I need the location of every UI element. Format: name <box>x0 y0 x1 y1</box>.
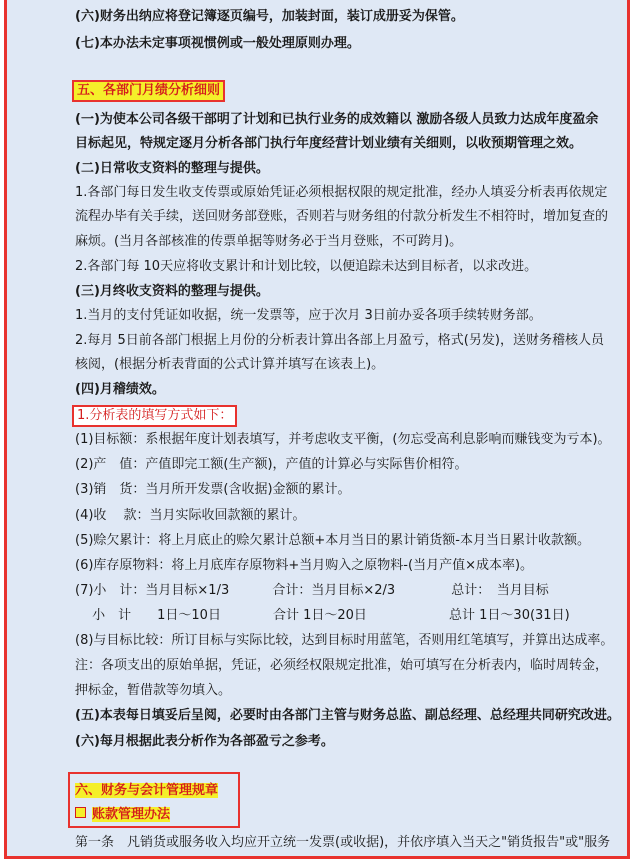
text-line: 押标金，暂借款等勿填入。 <box>75 683 232 698</box>
text-line: (4)收 款：当月实际收回款额的累计。 <box>75 508 306 523</box>
text-line: 目标起见，特规定逐月分析各部门执行年度经营计划业绩有关细则，以收预期管理之效。 <box>75 136 583 151</box>
text-line: (六)财务出纳应将登记簿逐页编号，加装封面，装订成册妥为保管。 <box>75 9 464 24</box>
accounts-heading-text: 账款管理办法 <box>92 807 171 822</box>
text-line: 2.各部门每 10天应将收支累计和计划比较，以便追踪未达到目标者，以求改进。 <box>75 259 538 274</box>
text-line: 第一条 凡销货或服务收入均应开立统一发票(或收据)，并依序填入当天之"销货报告"或"服务 <box>75 835 611 850</box>
text-line: (一)为使本公司各级干部明了计划和已执行业务的成效籍以 激励各级人员致力达成年度盈余 <box>75 112 599 127</box>
text-line: 1.各部门每日发生收支传票或原始凭证必须根据权限的规定批准，经办人填妥分析表再依规定 <box>75 185 608 200</box>
text-line: 1.当月的支付凭证如收据，统一发票等，应于次月 3日前办妥各项手续转财务部。 <box>75 308 542 323</box>
section-heading-6 <box>75 782 218 800</box>
text-line: (二)日常收支资料的整理与提供。 <box>75 161 269 176</box>
checkbox-square-icon <box>75 807 86 818</box>
text-line: 注：各项支出的原始单据，凭证，必须经权限规定批准，始可填写在分析表内，临时周转金， <box>75 658 609 673</box>
text-line: 核阅，(根据分析表背面的公式计算并填写在该表上)。 <box>75 357 385 372</box>
text-line: (8)与目标比较：所订目标与实际比较，达到目标时用蓝笔，否则用红笔填写，并算出达成率。 <box>75 633 614 648</box>
text-line: 小 计 1日～10日 合计 1日～20日 总计 1日～30(31日) <box>75 608 570 623</box>
text-line: (五)本表每日填妥后呈阅，必要时由各部门主管与财务总监、副总经理、总经理共同研究改进。 <box>75 708 620 723</box>
text-line: (1)目标额：系根据年度计划表填写，并考虑收支平衡，(勿忘受高利息影响而赚钱变为亏本)。 <box>75 432 611 447</box>
section-heading-5: 五、各部门月绩分析细则 <box>72 80 225 102</box>
text-line: (四)月稽绩效。 <box>75 382 165 397</box>
text-line: (6)库存原物料：将上月底库存原物料+当月购入之原物料-(当月产值×成本率)。 <box>75 558 534 573</box>
text-line: 2.每月 5日前各部门根据上月份的分析表计算出各部上月盈亏，格式(另发)，送财务稽核人员 <box>75 333 604 348</box>
text-line: (七)本办法未定事项视惯例或一般处理原则办理。 <box>75 36 360 51</box>
text-line: (7)小 计：当月目标×1/3 合计：当月目标×2/3 总计： 当月目标 <box>75 583 549 598</box>
text-line: (2)产 值：产值即完工额(生产额)，产值的计算必与实际售价相符。 <box>75 457 468 472</box>
text-line: (5)赊欠累计：将上月底止的赊欠累计总额+本月当日的累计销货额-本月当日累计收款额。 <box>75 533 590 548</box>
accounts-heading <box>75 806 170 824</box>
text-line: (三)月终收支资料的整理与提供。 <box>75 284 269 299</box>
fill-method-heading: 1.分析表的填写方式如下： <box>72 405 237 427</box>
section-heading-6-text: 六、财务与会计管理规章 <box>75 783 219 798</box>
text-line: (3)销 货：当月所开发票(含收据)金额的累计。 <box>75 482 351 497</box>
text-line: 麻烦。(当月各部核准的传票单据等财务必于当月登账，不可跨月)。 <box>75 234 463 249</box>
text-line: 流程办毕有关手续，送回财务部登账，否则若与财务组的付款分析发生不相符时，增加复查的 <box>75 209 609 224</box>
text-line: (六)每月根据此表分析作为各部盈亏之参考。 <box>75 734 334 749</box>
